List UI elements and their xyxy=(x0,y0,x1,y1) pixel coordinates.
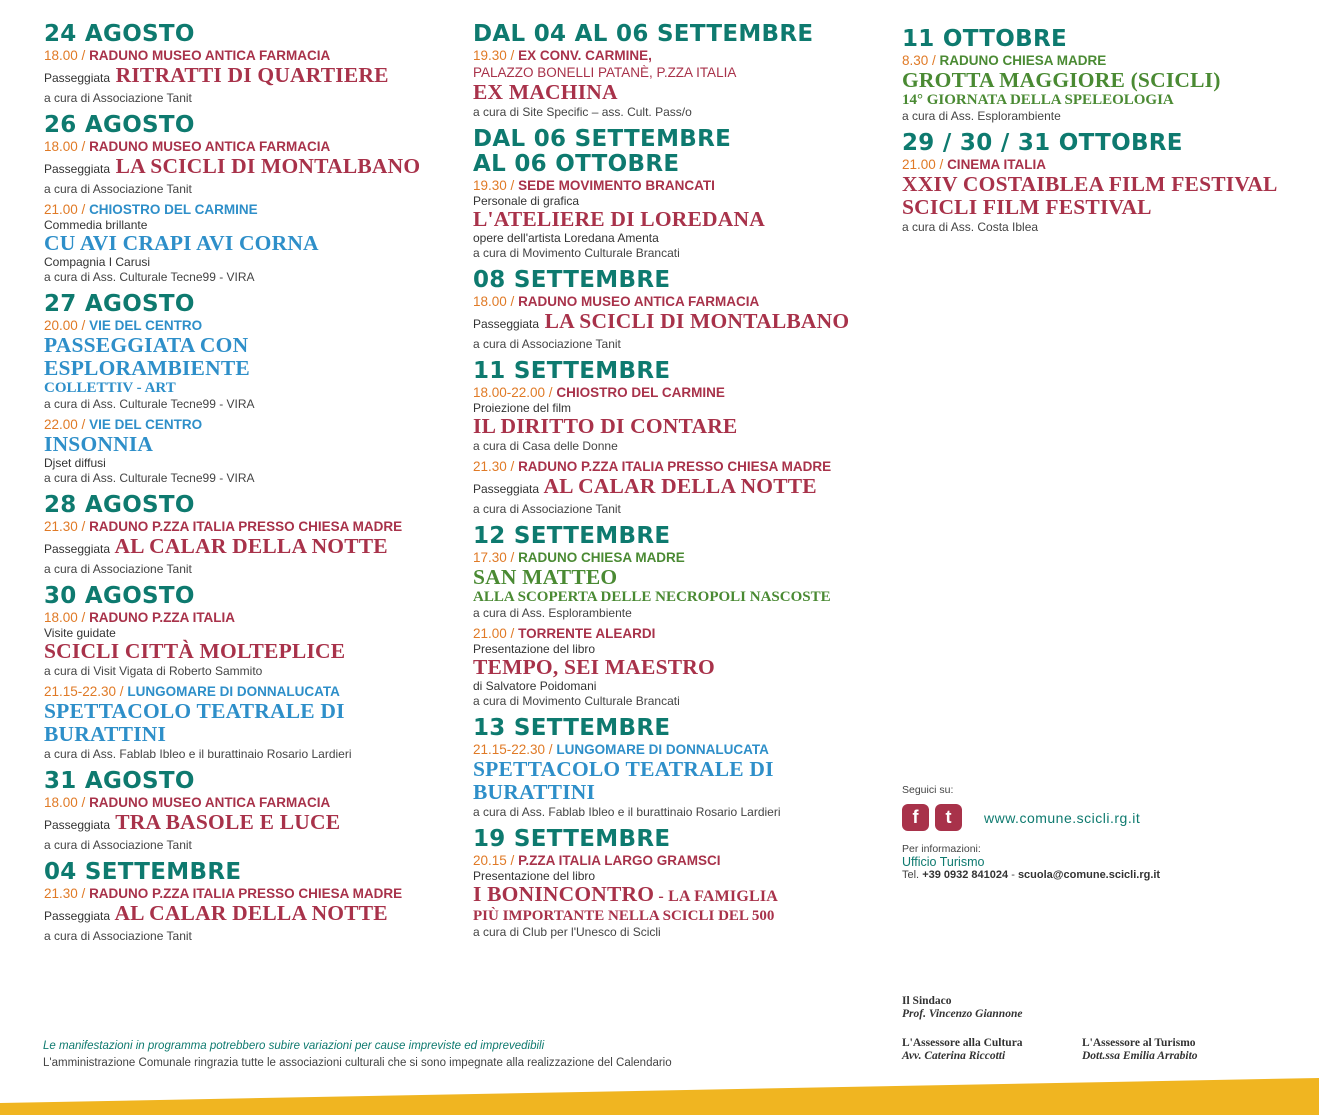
contact-separator: - xyxy=(1011,869,1015,881)
date-block xyxy=(473,127,885,260)
event-place: VIE DEL CENTRO xyxy=(89,417,203,432)
event-place: RADUNO MUSEO ANTICA FARMACIA xyxy=(518,294,760,309)
event-time-place xyxy=(473,48,885,64)
date-heading: 29 / 30 / 31 OTTOBRE xyxy=(902,130,1183,156)
event-subtitle: PIÙ IMPORTANTE NELLA SCICLI DEL 500 xyxy=(473,908,775,924)
event xyxy=(44,610,456,678)
event-time-place xyxy=(473,853,885,869)
event-time: 19.30 / xyxy=(473,178,515,193)
date-block xyxy=(473,827,885,939)
event-organizer: a cura di Ass. Culturale Tecne99 - VIRA xyxy=(44,397,255,411)
date-heading: DAL 06 SETTEMBRE xyxy=(473,126,732,152)
event-place: SEDE MOVIMENTO BRANCATI xyxy=(518,178,715,193)
event-time-place xyxy=(902,53,1302,69)
event-title xyxy=(473,758,885,804)
event-title xyxy=(473,310,885,336)
event-title xyxy=(44,232,456,255)
event-time: 21.00 / xyxy=(902,157,944,172)
event-organizer: a cura di Site Specific – ass. Cult. Pass/o xyxy=(473,105,692,119)
event-title-text: GROTTA MAGGIORE (SCICLI) xyxy=(902,68,1221,92)
event xyxy=(473,459,885,516)
event-time: 21.00 / xyxy=(473,626,515,641)
event-title-text: XXIV COSTAIBLEA FILM FESTIVAL xyxy=(902,172,1278,196)
thanks-text: L'amministrazione Comunale ringrazia tutte le associazioni culturali che si sono impegnate alla realizzazione del Calendario xyxy=(43,1057,672,1069)
bottom-yellow-band xyxy=(0,1078,1319,1115)
turismo-name: Dott.ssa Emilia Arrabito xyxy=(1082,1050,1198,1062)
event-place: RADUNO MUSEO ANTICA FARMACIA xyxy=(89,139,331,154)
event-time-place xyxy=(473,550,885,566)
event-title xyxy=(44,334,456,380)
event-time-place xyxy=(473,459,885,475)
date-heading: 11 SETTEMBRE xyxy=(473,358,671,384)
cultura-name: Avv. Caterina Riccotti xyxy=(902,1050,1006,1062)
event-note: Commedia brillante xyxy=(44,218,148,232)
event-extra: di Salvatore Poidomani xyxy=(473,679,597,693)
event-place: RADUNO MUSEO ANTICA FARMACIA xyxy=(89,48,331,63)
event xyxy=(473,550,885,620)
event-organizer: a cura di Ass. Esplorambiente xyxy=(902,109,1061,123)
event-place: CINEMA ITALIA xyxy=(947,157,1047,172)
event-title xyxy=(473,883,885,908)
column-3 xyxy=(902,27,1302,242)
event-prefix: Passeggiata xyxy=(44,818,111,832)
date-heading: 28 AGOSTO xyxy=(44,492,195,518)
event-place: RADUNO P.ZZA ITALIA xyxy=(89,610,236,625)
event-title xyxy=(44,64,456,90)
event-time-place xyxy=(44,795,456,811)
event-prefix: Passeggiata xyxy=(44,909,111,923)
event-time-place xyxy=(44,48,456,64)
event-extra: Compagnia I Carusi xyxy=(44,255,151,269)
date-block xyxy=(473,268,885,351)
event-organizer: a cura di Ass. Esplorambiente xyxy=(473,606,632,620)
event xyxy=(473,742,885,819)
event xyxy=(473,48,885,119)
event-prefix: Passeggiata xyxy=(44,162,111,176)
event-place: RADUNO CHIESA MADRE xyxy=(518,550,685,565)
event-time: 20.00 / xyxy=(44,318,86,333)
event-time-place xyxy=(902,157,1302,173)
event-organizer: a cura di Visit Vigata di Roberto Sammito xyxy=(44,664,263,678)
event-title xyxy=(473,81,885,104)
event-time-place xyxy=(473,742,885,758)
event-place: RADUNO P.ZZA ITALIA PRESSO CHIESA MADRE xyxy=(89,886,403,901)
date-heading: 30 AGOSTO xyxy=(44,583,195,609)
event-organizer: a cura di Movimento Culturale Brancati xyxy=(473,246,680,260)
event-prefix: Passeggiata xyxy=(473,482,540,496)
event xyxy=(473,626,885,708)
event-organizer: a cura di Ass. Costa Iblea xyxy=(902,220,1039,234)
event-title xyxy=(473,415,885,438)
event xyxy=(44,519,456,576)
date-block xyxy=(473,22,885,119)
event-organizer: a cura di Associazione Tanit xyxy=(44,182,192,196)
info-label: Per informazioni: xyxy=(902,843,981,855)
date-block xyxy=(44,292,456,485)
event-place: RADUNO CHIESA MADRE xyxy=(939,53,1107,68)
event-time-place xyxy=(44,139,456,155)
event-title-text: PASSEGGIATA CON ESPLORAMBIENTE xyxy=(44,333,250,380)
event-title xyxy=(44,155,456,181)
event-place-line2: PALAZZO BONELLI PATANÈ, P.ZZA ITALIA xyxy=(473,65,737,80)
date-block xyxy=(473,359,885,516)
event xyxy=(44,139,456,196)
event-title xyxy=(44,535,456,561)
event-title xyxy=(473,208,885,231)
event-title-text: SCICLI CITTÀ MOLTEPLICE xyxy=(44,639,346,663)
event-organizer: a cura di Associazione Tanit xyxy=(44,91,192,105)
email-link[interactable]: scuola@comune.scicli.rg.it xyxy=(1017,869,1161,881)
event-organizer: a cura di Associazione Tanit xyxy=(44,562,192,576)
event-time-place xyxy=(473,385,885,401)
event-time-place xyxy=(44,519,456,535)
event-note: Visite guidate xyxy=(44,626,116,640)
event-time: 18.00-22.00 / xyxy=(473,385,553,400)
social-info-block xyxy=(902,784,1302,881)
event-time-place xyxy=(473,178,885,194)
event-organizer: a cura di Associazione Tanit xyxy=(44,838,192,852)
event-organizer: a cura di Associazione Tanit xyxy=(473,502,621,516)
event-place: P.ZZA ITALIA LARGO GRAMSCI xyxy=(518,853,721,868)
event-time: 18.00 / xyxy=(44,795,86,810)
event-note: Presentazione del libro xyxy=(473,869,596,883)
event-time: 21.30 / xyxy=(44,519,86,534)
event-title-text: LA SCICLI DI MONTALBANO xyxy=(544,309,850,333)
event-time: 21.00 / xyxy=(44,202,86,217)
event-title xyxy=(44,902,456,928)
event-place: VIE DEL CENTRO xyxy=(89,318,203,333)
event-place: RADUNO P.ZZA ITALIA PRESSO CHIESA MADRE xyxy=(518,459,832,474)
event-time: 17.30 / xyxy=(473,550,515,565)
event-title-text: TEMPO, SEI MAESTRO xyxy=(473,655,715,679)
event-title xyxy=(44,811,456,837)
event xyxy=(473,178,885,260)
event-subtitle: ALLA SCOPERTA DELLE NECROPOLI NASCOSTE xyxy=(473,589,831,605)
date-block xyxy=(44,584,456,761)
event-time: 21.15-22.30 / xyxy=(473,742,553,757)
event-place: EX CONV. CARMINE, xyxy=(518,48,652,63)
turismo-signature xyxy=(1082,1037,1198,1063)
event-time: 21.15-22.30 / xyxy=(44,684,124,699)
event-place: RADUNO MUSEO ANTICA FARMACIA xyxy=(89,795,331,810)
event-time-place xyxy=(44,417,456,433)
event-title-text: IL DIRITTO DI CONTARE xyxy=(473,414,738,438)
event-title xyxy=(902,69,1302,92)
event-title-text: INSONNIA xyxy=(44,432,154,456)
turismo-role: L'Assessore al Turismo xyxy=(1082,1037,1196,1049)
info-office: Ufficio Turismo xyxy=(902,855,985,869)
event-title xyxy=(44,700,456,746)
event-place: LUNGOMARE DI DONNALUCATA xyxy=(556,742,769,757)
date-heading: DAL 04 AL 06 SETTEMBRE xyxy=(473,21,814,47)
event-place: CHIOSTRO DEL CARMINE xyxy=(556,385,725,400)
event-time-place xyxy=(473,626,885,642)
event-organizer: a cura di Ass. Culturale Tecne99 - VIRA xyxy=(44,471,255,485)
event-note: Proiezione del film xyxy=(473,401,572,415)
event-title-text: RITRATTI DI QUARTIERE xyxy=(115,63,389,87)
disclaimer-text: Le manifestazioni in programma potrebbero subire variazioni per cause impreviste ed imprevedibili xyxy=(43,1040,545,1052)
event-time: 18.00 / xyxy=(44,48,86,63)
event-title-text: EX MACHINA xyxy=(473,80,618,104)
event-time: 19.30 / xyxy=(473,48,515,63)
cultura-role: L'Assessore alla Cultura xyxy=(902,1037,1023,1049)
date-block xyxy=(473,524,885,708)
event-title-text: AL CALAR DELLA NOTTE xyxy=(114,901,388,925)
event-title-text: SPETTACOLO TEATRALE DI BURATTINI xyxy=(473,757,774,804)
date-block xyxy=(44,113,456,284)
sindaco-name: Prof. Vincenzo Giannone xyxy=(902,1008,1023,1020)
event xyxy=(44,417,456,485)
event-time: 18.00 / xyxy=(473,294,515,309)
event-title-text: AL CALAR DELLA NOTTE xyxy=(543,474,817,498)
event xyxy=(473,294,885,351)
event xyxy=(44,48,456,105)
event-time-place xyxy=(44,202,456,218)
event-subtitle: COLLETTIV - ART xyxy=(44,380,176,396)
date-heading: 19 SETTEMBRE xyxy=(473,826,671,852)
date-heading: 13 SETTEMBRE xyxy=(473,715,671,741)
event-prefix: Passeggiata xyxy=(473,317,540,331)
event xyxy=(473,385,885,453)
event-organizer: a cura di Ass. Culturale Tecne99 - VIRA xyxy=(44,270,255,284)
date-heading: 04 SETTEMBRE xyxy=(44,859,242,885)
event-time: 18.00 / xyxy=(44,139,86,154)
event-extra: Djset diffusi xyxy=(44,456,106,470)
event xyxy=(44,684,456,761)
event-time: 8.30 / xyxy=(902,53,936,68)
cultura-signature xyxy=(902,1037,1023,1063)
event-title-text: LA SCICLI DI MONTALBANO xyxy=(115,154,421,178)
event-place: RADUNO P.ZZA ITALIA PRESSO CHIESA MADRE xyxy=(89,519,403,534)
event xyxy=(902,157,1302,234)
event-organizer: a cura di Movimento Culturale Brancati xyxy=(473,694,680,708)
event-title-tail: - LA FAMIGLIA xyxy=(654,888,779,905)
event-place: TORRENTE ALEARDI xyxy=(518,626,656,641)
event-title-text: SAN MATTEO xyxy=(473,565,618,589)
event-time-place xyxy=(44,610,456,626)
follow-label: Seguici su: xyxy=(902,784,954,796)
date-heading: 08 SETTEMBRE xyxy=(473,267,671,293)
event xyxy=(44,795,456,852)
social-icons-row xyxy=(902,804,1302,831)
event-organizer: a cura di Ass. Fablab Ibleo e il burattinaio Rosario Lardieri xyxy=(473,805,781,819)
date-block xyxy=(44,860,456,943)
event-time: 22.00 / xyxy=(44,417,86,432)
event-title xyxy=(44,640,456,663)
event xyxy=(473,853,885,939)
event-organizer: a cura di Club per l'Unesco di Scicli xyxy=(473,925,661,939)
sindaco-signature xyxy=(902,995,1022,1021)
date-heading: 12 SETTEMBRE xyxy=(473,523,671,549)
event xyxy=(44,318,456,411)
date-heading: 27 AGOSTO xyxy=(44,291,195,317)
event-place: LUNGOMARE DI DONNALUCATA xyxy=(127,684,340,699)
event-prefix: Passeggiata xyxy=(44,71,111,85)
event-title-line2: SCICLI FILM FESTIVAL xyxy=(902,195,1152,219)
tel-number: +39 0932 841024 xyxy=(922,869,1009,881)
event-title-text: TRA BASOLE E LUCE xyxy=(115,810,341,834)
event-organizer: a cura di Associazione Tanit xyxy=(44,929,192,943)
date-block xyxy=(902,27,1302,123)
event-title xyxy=(473,475,885,501)
date-heading: 26 AGOSTO xyxy=(44,112,195,138)
event-note: Presentazione del libro xyxy=(473,642,596,656)
event-organizer: a cura di Casa delle Donne xyxy=(473,439,618,453)
date-block xyxy=(44,22,456,105)
event-time: 21.30 / xyxy=(473,459,515,474)
event-organizer: a cura di Associazione Tanit xyxy=(473,337,621,351)
event-time-place xyxy=(44,684,456,700)
event-extra: opere dell'artista Loredana Amenta xyxy=(473,231,659,245)
info-contacts xyxy=(902,869,1302,881)
event-time: 21.30 / xyxy=(44,886,86,901)
event-title xyxy=(902,173,1302,196)
event-organizer: a cura di Ass. Fablab Ibleo e il burattinaio Rosario Lardieri xyxy=(44,747,352,761)
event-title xyxy=(473,656,885,679)
event xyxy=(44,202,456,284)
tel-label: Tel. xyxy=(902,869,920,881)
event-note: Personale di grafica xyxy=(473,194,580,208)
event-title-text: CU AVI CRAPI AVI CORNA xyxy=(44,231,319,255)
event-time: 20.15 / xyxy=(473,853,515,868)
date-heading: 11 OTTOBRE xyxy=(902,26,1067,52)
column-1 xyxy=(44,22,456,951)
twitter-icon[interactable]: t xyxy=(935,804,962,831)
date-block xyxy=(44,769,456,852)
date-block xyxy=(902,131,1302,234)
event-time-place xyxy=(44,318,456,334)
event-title xyxy=(44,433,456,456)
event-time-place xyxy=(44,886,456,902)
date-heading: 24 AGOSTO xyxy=(44,21,195,47)
website-link[interactable]: www.comune.scicli.rg.it xyxy=(984,809,1141,826)
event-time-place xyxy=(473,294,885,310)
event-time: 18.00 / xyxy=(44,610,86,625)
event-title-text: AL CALAR DELLA NOTTE xyxy=(114,534,388,558)
sindaco-role: Il Sindaco xyxy=(902,995,952,1007)
event-prefix: Passeggiata xyxy=(44,542,111,556)
date-block xyxy=(473,716,885,819)
event-title-text: L'ATELIERE DI LOREDANA xyxy=(473,207,765,231)
event xyxy=(44,886,456,943)
date-heading-line2: AL 06 OTTOBRE xyxy=(473,151,680,177)
event xyxy=(902,53,1302,123)
column-2 xyxy=(473,22,885,947)
event-title-text: SPETTACOLO TEATRALE DI BURATTINI xyxy=(44,699,345,746)
event-title xyxy=(473,566,885,589)
facebook-icon[interactable]: f xyxy=(902,804,929,831)
date-block xyxy=(44,493,456,576)
event-title-text: I BONINCONTRO xyxy=(473,882,655,906)
event-place: CHIOSTRO DEL CARMINE xyxy=(89,202,258,217)
date-heading: 31 AGOSTO xyxy=(44,768,195,794)
event-subtitle: 14° GIORNATA DELLA SPELEOLOGIA xyxy=(902,92,1174,108)
